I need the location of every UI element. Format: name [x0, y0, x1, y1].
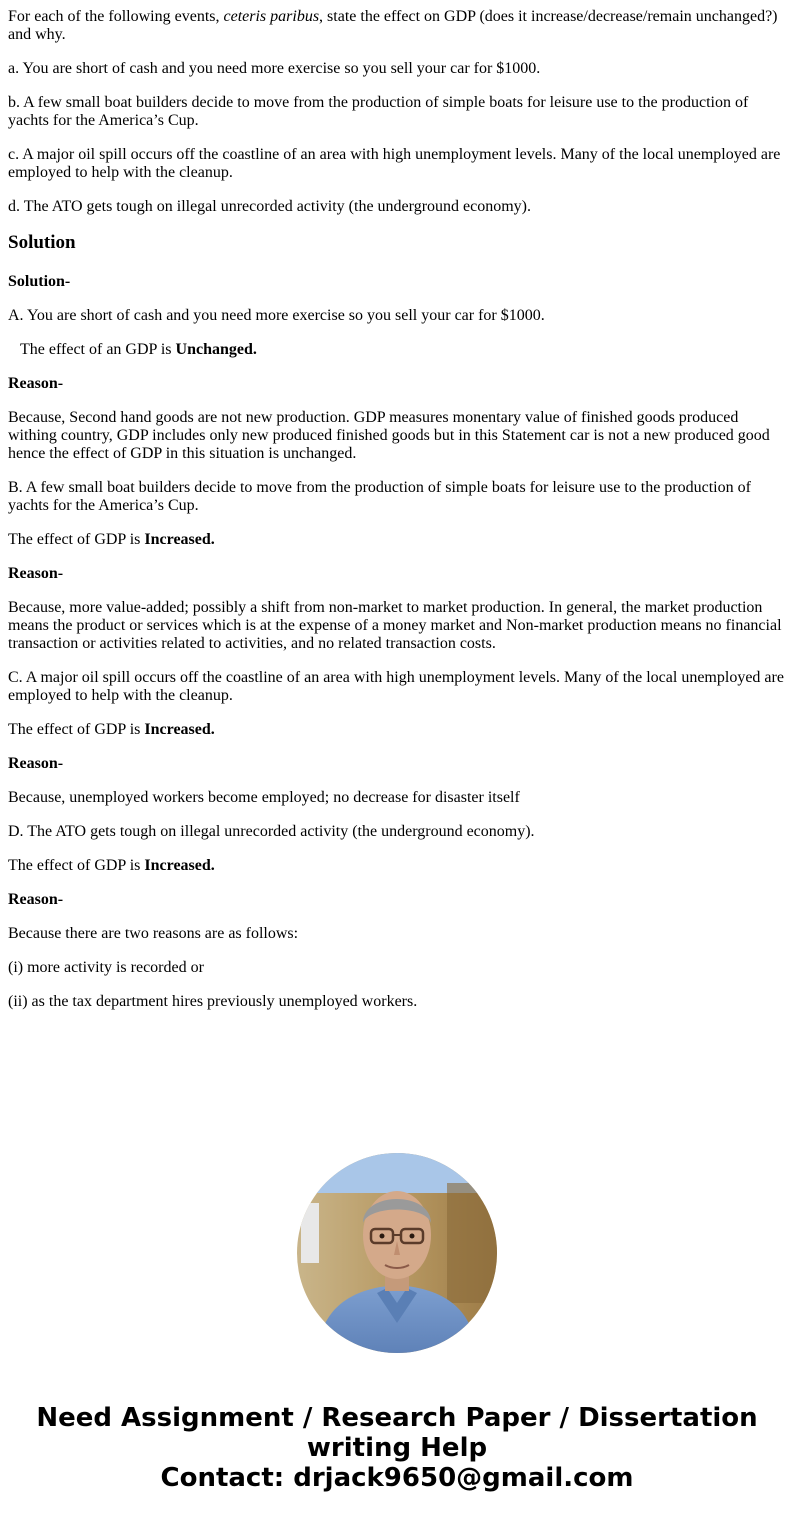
footer-line-2: writing Help [306, 1433, 488, 1463]
effect-value: Increased. [144, 721, 215, 738]
part-b-effect [8, 531, 786, 549]
reason-label: Reason- [8, 375, 64, 392]
intro-italic-term: ceteris paribus [223, 8, 320, 25]
solution-subheading [8, 273, 786, 291]
part-d-effect [8, 857, 786, 875]
question-item-a: a. You are short of cash and you need more exercise so you sell your car for $1000. [8, 60, 541, 77]
question-intro [8, 8, 786, 44]
part-b-statement: B. A few small boat builders decide to move from the production of simple boats for leisure use to the production of yachts for the America’s Cup. [8, 479, 751, 514]
part-d-reason-i: (i) more activity is recorded or [8, 959, 204, 976]
effect-prefix: The effect of GDP is [8, 857, 145, 874]
footer-line-1: Need Assignment / Research Paper / Dissertation [36, 1403, 758, 1433]
part-b-reason: Because, more value-added; possibly a shift from non-market to market production. In general, the market production means the product or services which is at the expense of a money market and Non-market production means no financial transaction or activities related to activities, and no related transaction costs. [8, 599, 782, 652]
question-item-b: b. A few small boat builders decide to move from the production of simple boats for leisure use to the production of yachts for the America’s Cup. [8, 94, 749, 129]
part-a-effect [8, 341, 786, 359]
author-photo-icon [297, 1153, 497, 1353]
footer-banner [0, 1403, 794, 1493]
effect-prefix: The effect of GDP is [8, 721, 145, 738]
effect-value: Increased. [144, 531, 215, 548]
solution-subheading-text: Solution- [8, 273, 71, 290]
part-a-statement: A. You are short of cash and you need more exercise so you sell your car for $1000. [8, 307, 545, 324]
part-d-reason-ii: (ii) as the tax department hires previously unemployed workers. [8, 993, 418, 1010]
part-a-reason-label [8, 375, 786, 393]
effect-value: Increased. [144, 857, 215, 874]
effect-value: Unchanged. [175, 341, 257, 358]
part-c-effect [8, 721, 786, 739]
part-c-statement: C. A major oil spill occurs off the coastline of an area with high unemployment levels. Many of the local unemployed are employed to help with the cleanup. [8, 669, 784, 704]
part-a-reason: Because, Second hand goods are not new production. GDP measures monentary value of finished goods produced withing country, GDP includes only new produced finished goods but in this Statement car is not a new produced good hence the effect of GDP in this situation is unchanged. [8, 409, 770, 462]
solution-heading: Solution [8, 232, 76, 253]
author-photo-icon-svg [297, 1153, 497, 1353]
part-b-reason-label [8, 565, 786, 583]
part-c-reason-label [8, 755, 786, 773]
footer-contact: Contact: drjack9650@gmail.com [160, 1463, 634, 1493]
document-body [8, 8, 786, 1027]
question-item-c: c. A major oil spill occurs off the coastline of an area with high unemployment levels. Many of the local unemployed are employed to help with the cleanup. [8, 146, 781, 181]
effect-prefix: The effect of GDP is [8, 531, 145, 548]
part-d-reason-label [8, 891, 786, 909]
effect-prefix: The effect of an GDP is [20, 341, 176, 358]
intro-text: For each of the following events, [8, 8, 224, 25]
intro-text-end: , state the effect on GDP (does it increase/decrease/remain unchanged?) and why. [8, 8, 778, 43]
part-c-reason: Because, unemployed workers become employed; no decrease for disaster itself [8, 789, 520, 806]
question-item-d: d. The ATO gets tough on illegal unrecorded activity (the underground economy). [8, 198, 531, 215]
part-d-statement: D. The ATO gets tough on illegal unrecorded activity (the underground economy). [8, 823, 535, 840]
reason-label: Reason- [8, 565, 64, 582]
reason-label: Reason- [8, 891, 64, 908]
reason-label: Reason- [8, 755, 64, 772]
part-d-reason: Because there are two reasons are as follows: [8, 925, 299, 942]
